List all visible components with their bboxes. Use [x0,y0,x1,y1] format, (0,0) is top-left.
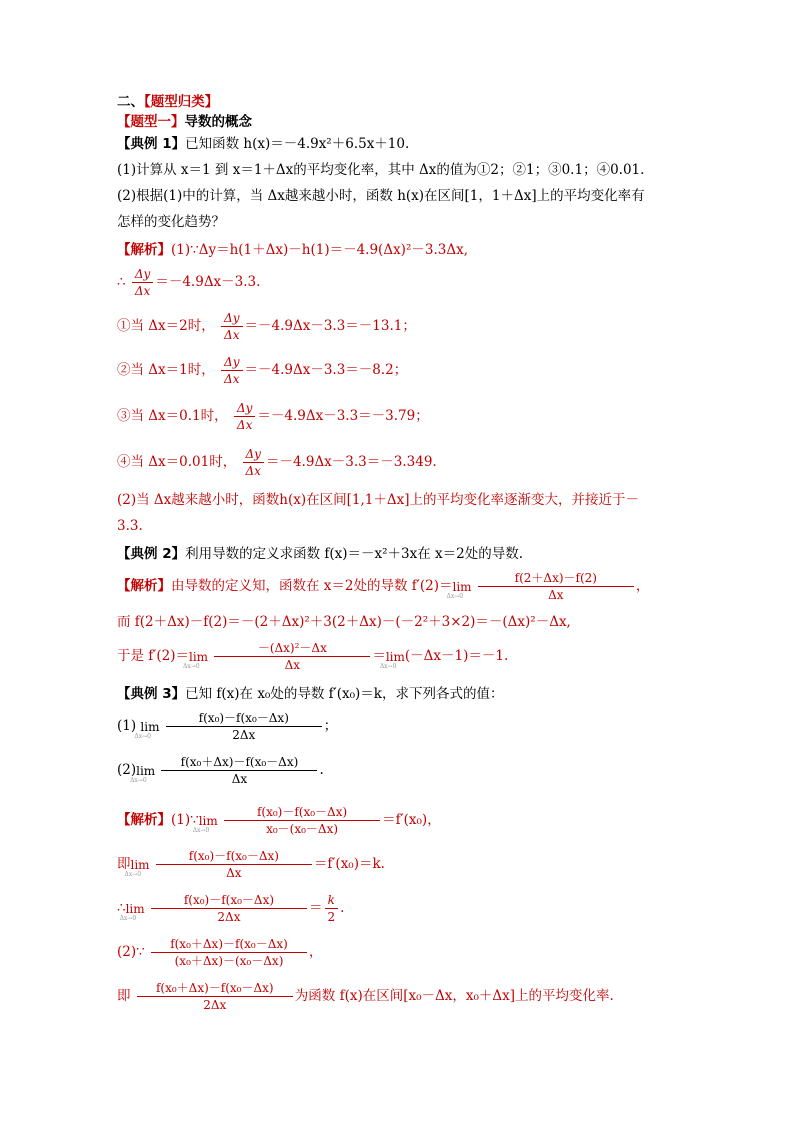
ex1-case-1: ①当 Δx＝2时， $\frac{\Delta y}{\Delta x}$ ＝－4.9Δx－3.3＝－13.1； [117,311,416,342]
fraction: $\frac{\text{f(x₀＋Δx)－f(x₀－Δx)}}{\Delta x}$ [161,754,317,787]
ex1-solution-3a: (2)当 Δx越来越小时，函数h(x)在区间[1,1＋Δx]上的平均变化率逐渐变大，并接近于－ [117,492,639,508]
ex3-statement: 【典例 3】已知 f(x)在 x₀处的导数 f′(x₀)＝k，求下列各式的值： [117,686,504,702]
ex3-solution-3: ∴lim Δx→0 $\frac{\text{f(x₀)－f(x₀－Δx)}}{2\Delta x}$ ＝ $\frac{k}{2}$ . [117,893,345,924]
limit-operator: lim Δx→0 [130,763,156,784]
fraction: $\frac{f(2+\Delta x)-f(2)}{\Delta x}$ [478,570,634,603]
ex3-solution-5: 即 $\frac{\text{f(x₀＋Δx)－f(x₀－Δx)}}{2\Delta x}$ 为函数 f(x)在区间[x₀－Δx，x₀＋Δx]上的平均变化率. [117,981,614,1012]
ex1-case-3: ③当 Δx＝0.1时， $\frac{\Delta y}{\Delta x}$ ＝－4.9Δx－3.3＝－3.79； [117,401,429,432]
limit-operator: lim Δx→0 [119,901,145,922]
section-heading: 二、【题型归类】 [117,94,219,110]
fraction: $\frac{\text{f(x₀)－f(x₀－Δx)}}{2\Delta x}$ [151,892,307,925]
limit-operator: lim Δx→0 [124,857,150,878]
ex3-q2: (2)lim Δx→0 $\frac{\text{f(x₀＋Δx)－f(x₀－Δx)}}{\Delta x}$ . [117,755,324,786]
ex1-statement: 【典例 1】已知函数 h(x)＝－4.9x²＋6.5x＋10. [117,136,410,152]
fraction: $\frac{\Delta y}{\Delta x}$ [221,354,242,387]
fraction: $\frac{\text{f(x₀＋Δx)－f(x₀－Δx)}}{\text{(x₀＋Δx)－(x₀－Δx)}}$ [151,936,307,969]
ex2-statement: 【典例 2】利用导数的定义求函数 f(x)＝－x²＋3x在 x＝2处的导数. [117,546,524,562]
ex2-solution-2: 而 f(2＋Δx)－f(2)＝－(2＋Δx)²＋3(2＋Δx)－(－2²＋3×2)＝－(Δx)²－Δx, [117,614,571,630]
limit-operator: lim Δx→0 [192,813,218,834]
ex3-solution-4: (2)∵ $\frac{\text{f(x₀＋Δx)－f(x₀－Δx)}}{\text{(x₀＋Δx)－(x₀－Δx)}}$ ， [117,937,323,968]
ex1-case-2: ②当 Δx＝1时， $\frac{\Delta y}{\Delta x}$ ＝－4.9Δx－3.3＝－8.2； [117,355,408,386]
limit-operator: lim Δx→0 [379,649,405,670]
limit-operator: lim Δx→0 [446,579,472,600]
ex2-solution-1: 【解析】由导数的定义知，函数在 x＝2处的导数 f′(2)＝lim Δx→0 $\frac{f(2+\Delta x)-f(2)}{\Delta x}$ ， [117,571,650,602]
fraction: $\frac{\Delta y}{\Delta x}$ [234,400,255,433]
ex2-solution-3: 于是 f′(2)＝lim Δx→0 $\frac{\text{－(Δx)²－Δx}}{\Delta x}$ ＝lim Δx→0 (－Δx－1)＝－1. [117,641,509,672]
ex1-solution-2: ∴ $\frac{\Delta y}{\Delta x}$ ＝－4.9Δx－3.3. [117,267,261,298]
type1-heading: 【题型一】导数的概念 [117,114,252,130]
fraction: $\frac{\text{－(Δx)²－Δx}}{\Delta x}$ [214,640,370,673]
fraction: $\frac{\Delta y}{\Delta x}$ [243,446,264,479]
ex1-q2b: 怎样的变化趋势？ [117,214,225,230]
ex3-solution-2: 即lim Δx→0 $\frac{\text{f(x₀)－f(x₀－Δx)}}{\Delta x}$ ＝f′(x₀)＝k. [117,849,385,880]
fraction: $\frac{k}{2}$ [324,892,338,925]
ex1-solution-1: 【解析】(1)∵Δy＝h(1＋Δx)－h(1)＝－4.9(Δx)²－3.3Δx, [117,242,468,258]
fraction: $\frac{\Delta y}{\Delta x}$ [132,266,153,299]
fraction: $\frac{\text{f(x₀)－f(x₀－Δx)}}{2\Delta x}$ [166,710,322,743]
fraction: $\frac{\Delta y}{\Delta x}$ [221,310,242,343]
ex1-case-4: ④当 Δx＝0.01时， $\frac{\Delta y}{\Delta x}$ ＝－4.9Δx－3.3＝－3.349. [117,447,437,478]
limit-operator: lim Δx→0 [182,649,209,670]
fraction: $\frac{\text{f(x₀＋Δx)－f(x₀－Δx)}}{2\Delta x}$ [137,980,293,1013]
ex1-q1: (1)计算从 x＝1 到 x＝1＋Δx的平均变化率，其中 Δx的值为①2；②1；③0.1；④0.01. [117,162,645,178]
ex1-solution-3b: 3.3. [117,518,143,534]
fraction: $\frac{\text{f(x₀)－f(x₀－Δx)}}{\Delta x}$ [156,848,312,881]
ex3-q1: (1) lim Δx→0 $\frac{\text{f(x₀)－f(x₀－Δx)}}{2\Delta x}$ ； [117,711,338,742]
ex3-solution-1: 【解析】(1)∵lim Δx→0 $\frac{\text{f(x₀)－f(x₀－Δx)}}{\text{x₀－(x₀－Δx)}}$ ＝f′(x₀)， [117,805,441,836]
limit-operator: lim Δx→0 [134,719,160,740]
fraction: $\frac{\text{f(x₀)－f(x₀－Δx)}}{\text{x₀－(x₀－Δx)}}$ [224,804,380,837]
ex1-q2a: (2)根据(1)中的计算，当 Δx越来越小时，函数 h(x)在区间[1，1＋Δx]上的平均变化率有 [117,188,645,204]
